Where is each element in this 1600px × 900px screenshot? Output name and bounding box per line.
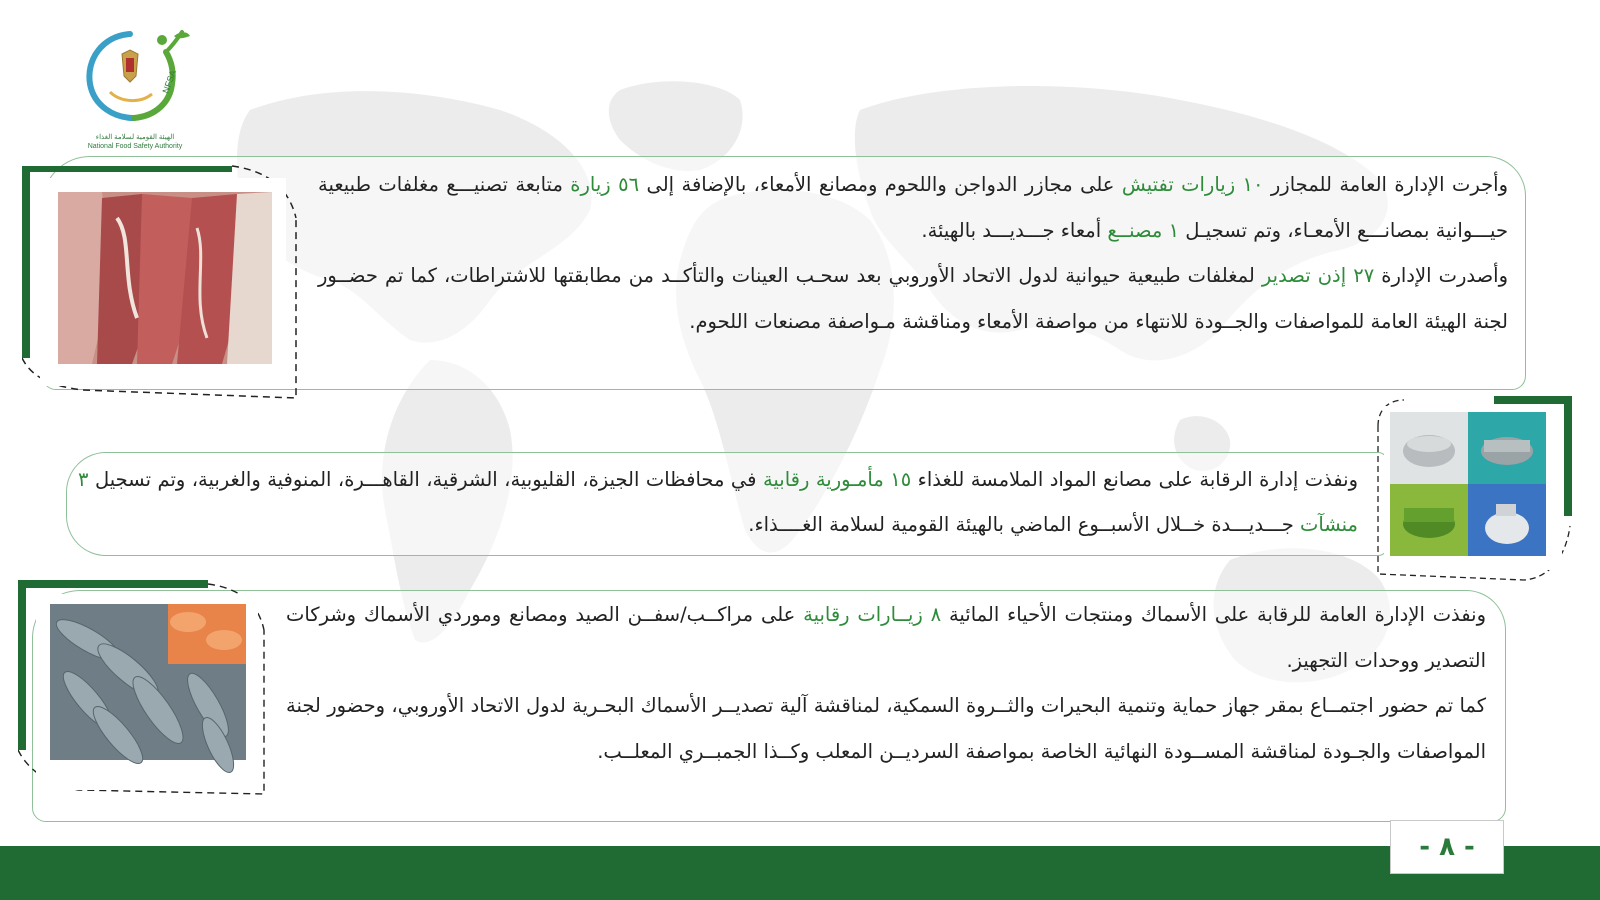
text-segment: ونفذت إدارة الرقابة على مصانع المواد الملامسة للغذاء [911, 468, 1359, 491]
text-segment: وأجرت الإدارة العامة للمجازر [1263, 173, 1509, 196]
nfsa-logo [70, 22, 200, 150]
text-segment: وأصدرت الإدارة [1374, 264, 1509, 287]
paragraph [286, 592, 1486, 683]
highlighted-figure: ١٠ زيارات تفتيش [1121, 173, 1264, 196]
kitchenware-photo [1374, 396, 1578, 584]
logo-english-name: National Food Safety Authority [87, 143, 183, 150]
text-segment: لمغلفات طبيعية حيوانية لدول الاتحاد الأوروبي بعد سحـب العينات والتأكــد من مطابقتها للاشتراطات، كما تم حضــور لجنة الهيئة العامة للمواصفات والجــودة للانتهاء من مواصفة الأمعاء ومناقشة مـواصفة مصنعات اللحوم. [318, 264, 1508, 333]
logo-acronym: NFSA [160, 68, 179, 95]
text-segment: على مراكــب/سفــن الصيد ومصانع وموردي الأسماك وشركات التصدير ووحدات التجهيز. [286, 603, 1486, 672]
text-segment: في محافظات الجيزة، القليوبية، الشرقية، القاهـــرة، المنوفية والغربية، وتم تسجيل [88, 468, 763, 491]
text-segment: جـــديـــدة خــلال الأسبــوع الماضي بالهيئة القومية لسلامة الغــــذاء. [748, 513, 1300, 536]
logo-arabic-name: الهيئة القومية لسلامة الغذاء [95, 134, 175, 141]
footer-bar [0, 846, 1600, 900]
text-segment: أمعاء جـــديـــد بالهيئة. [921, 218, 1108, 242]
section-text-food-contact [78, 457, 1358, 547]
highlighted-figure: ٥٦ زيارة [570, 173, 640, 196]
highlighted-figure: ١ مصنــع [1107, 218, 1180, 242]
paragraph [78, 457, 1358, 547]
highlighted-figure: ٨ زيــارات رقابية [803, 603, 942, 626]
meat-photo [22, 158, 306, 406]
text-segment: كما تم حضور اجتمــاع بمقر جهاز حماية وتنمية البحيرات والثــروة السمكية، لمناقشة آلية تصديــر الأسماك البحـرية لدول الاتحاد الأوروبي، وحضور لجنة المواصفات والجـودة لمناقشة المســودة النهائية الخاصة بمواصفة السرديــن المعلب وكــذا الجمبــري المعلــب. [286, 694, 1486, 763]
highlighted-figure: ٢٧ إذن تصدير [1261, 264, 1375, 287]
highlighted-figure: ٣ منشآت [78, 468, 1358, 536]
fish-photo [18, 580, 274, 810]
section-text-fisheries [286, 592, 1486, 774]
page-number: - ٨ - [1390, 820, 1504, 874]
text-segment: متابعة تصنيـــع مغلفات طبيعية حيـــوانية بمصانـــع الأمعـاء، وتم تسجيـل [318, 173, 1508, 242]
text-segment: على مجازر الدواجن واللحوم ومصانع الأمعاء، بالإضافة إلى [639, 173, 1122, 196]
paragraph [318, 162, 1508, 253]
section-text-slaughterhouses [318, 162, 1508, 344]
paragraph [318, 253, 1508, 344]
text-segment: ونفذت الإدارة العامة للرقابة على الأسماك ومنتجات الأحياء المائية [941, 603, 1486, 626]
highlighted-figure: ١٥ مأمـورية رقابية [762, 468, 912, 491]
paragraph [286, 683, 1486, 774]
